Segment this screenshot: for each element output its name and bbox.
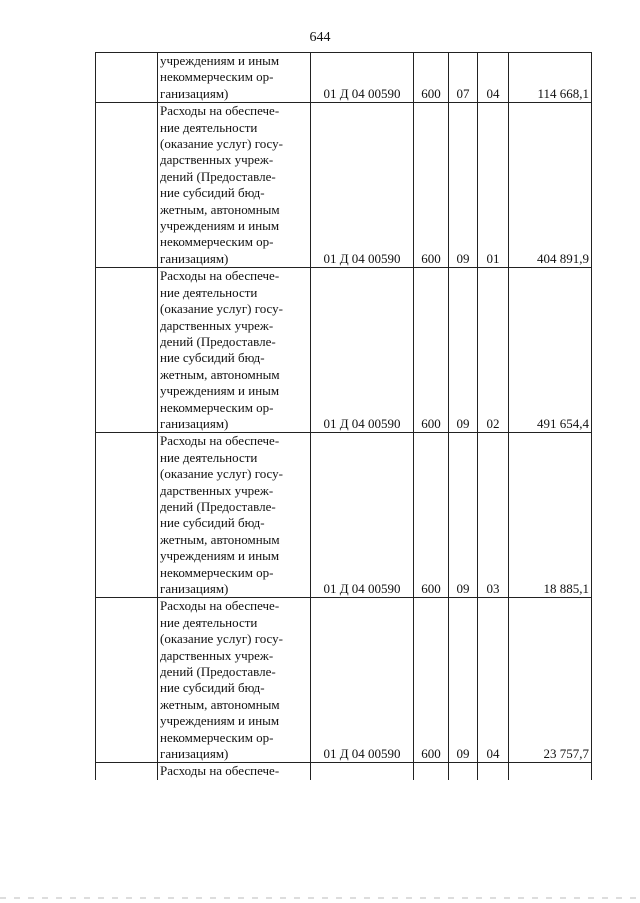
subsection-code xyxy=(478,763,509,780)
expense-name: Расходы на обеспече- ние деятельности (оказание услуг) госу- дарственных учреж- дений (Предоставле- ние субсидий бюд- жетным, автономным учреждениям и иным некоммерческим ор- ганизациям) xyxy=(158,433,311,598)
target-article-code: 01 Д 04 00590 xyxy=(311,268,414,433)
section-code: 09 xyxy=(449,598,478,763)
expense-name: Расходы на обеспече- xyxy=(158,763,311,780)
scan-edge-artifact xyxy=(0,897,640,899)
section-code: 09 xyxy=(449,268,478,433)
target-article-code: 01 Д 04 00590 xyxy=(311,103,414,268)
target-article-code: 01 Д 04 00590 xyxy=(311,598,414,763)
section-code xyxy=(449,763,478,780)
page-number: 644 xyxy=(309,30,331,45)
subsection-code: 01 xyxy=(478,103,509,268)
expense-type-code: 600 xyxy=(414,433,449,598)
blank-cell xyxy=(96,763,158,780)
blank-cell xyxy=(96,53,158,103)
budget-table xyxy=(95,52,592,780)
amount: 23 757,7 xyxy=(509,598,592,763)
expense-type-code: 600 xyxy=(414,268,449,433)
section-code: 07 xyxy=(449,53,478,103)
expense-name: учреждениям и иным некоммерческим ор- ганизациям) xyxy=(158,53,311,103)
subsection-code: 03 xyxy=(478,433,509,598)
table-row xyxy=(96,598,592,763)
subsection-code: 02 xyxy=(478,268,509,433)
blank-cell xyxy=(96,433,158,598)
blank-cell xyxy=(96,103,158,268)
blank-cell xyxy=(96,268,158,433)
expense-name: Расходы на обеспече- ние деятельности (оказание услуг) госу- дарственных учреж- дений (Предоставле- ние субсидий бюд- жетным, автономным учреждениям и иным некоммерческим ор- ганизациям) xyxy=(158,103,311,268)
expense-type-code xyxy=(414,763,449,780)
table-row-truncated xyxy=(96,763,592,780)
expense-type-code: 600 xyxy=(414,53,449,103)
table-row xyxy=(96,103,592,268)
target-article-code: 01 Д 04 00590 xyxy=(311,433,414,598)
target-article-code xyxy=(311,763,414,780)
table-row xyxy=(96,268,592,433)
expense-name: Расходы на обеспече- ние деятельности (оказание услуг) госу- дарственных учреж- дений (Предоставле- ние субсидий бюд- жетным, автономным учреждениям и иным некоммерческим ор- ганизациям) xyxy=(158,268,311,433)
table-row xyxy=(96,53,592,103)
expense-type-code: 600 xyxy=(414,103,449,268)
table-row xyxy=(96,433,592,598)
amount: 491 654,4 xyxy=(509,268,592,433)
subsection-code: 04 xyxy=(478,598,509,763)
amount: 114 668,1 xyxy=(509,53,592,103)
amount: 404 891,9 xyxy=(509,103,592,268)
target-article-code: 01 Д 04 00590 xyxy=(311,53,414,103)
amount xyxy=(509,763,592,780)
section-code: 09 xyxy=(449,433,478,598)
subsection-code: 04 xyxy=(478,53,509,103)
expense-name: Расходы на обеспече- ние деятельности (оказание услуг) госу- дарственных учреж- дений (Предоставле- ние субсидий бюд- жетным, автономным учреждениям и иным некоммерческим ор- ганизациям) xyxy=(158,598,311,763)
blank-cell xyxy=(96,598,158,763)
amount: 18 885,1 xyxy=(509,433,592,598)
expense-type-code: 600 xyxy=(414,598,449,763)
section-code: 09 xyxy=(449,103,478,268)
